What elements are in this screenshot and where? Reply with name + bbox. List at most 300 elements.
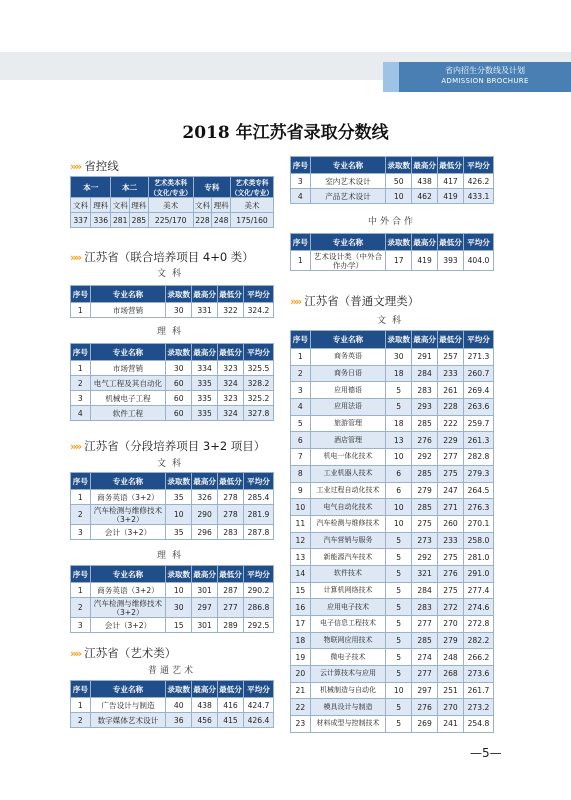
section-heading-lianhe xyxy=(70,249,254,265)
cell: 17 xyxy=(386,251,412,271)
table-row xyxy=(291,582,494,599)
table-row xyxy=(291,699,494,716)
cell: 1 xyxy=(71,583,91,598)
table-row xyxy=(291,449,494,466)
cell: 175/160 xyxy=(231,213,274,228)
cell: 会计（3+2） xyxy=(90,618,166,633)
cell: 22 xyxy=(291,699,311,716)
cell: 物联网应用技术 xyxy=(310,632,386,649)
cell: 275 xyxy=(412,515,438,532)
cell: 40 xyxy=(166,698,192,713)
cell: 270 xyxy=(438,616,464,633)
cell: 291.0 xyxy=(463,565,493,582)
col-header: 平均分 xyxy=(463,331,493,349)
cell: 285 xyxy=(412,465,438,482)
cell: 市场营销 xyxy=(90,361,166,376)
cell: 5 xyxy=(386,399,412,416)
cell: 272 xyxy=(438,599,464,616)
brand-line1: 省内招生分数线及计划 xyxy=(445,66,525,75)
col-header: 序号 xyxy=(71,566,91,583)
cell: 2 xyxy=(71,713,91,728)
cell: 276 xyxy=(412,699,438,716)
col-header: 最高分 xyxy=(412,234,438,251)
cell: 241 xyxy=(438,716,464,733)
cell: 10 xyxy=(386,189,412,204)
cell: 260 xyxy=(438,515,464,532)
cell: 14 xyxy=(291,565,311,582)
cell: 应用德语 xyxy=(310,382,386,399)
cell: 335 xyxy=(192,376,218,391)
cell: 277 xyxy=(438,449,464,466)
cell: 275 xyxy=(438,582,464,599)
cell: 计算机网络技术 xyxy=(310,582,386,599)
cell: 机械电子工程 xyxy=(90,391,166,406)
cell: 材料成型与控制技术 xyxy=(310,716,386,733)
cell: 297 xyxy=(412,682,438,699)
cell: 273 xyxy=(412,532,438,549)
col-header: 平均分 xyxy=(243,566,273,583)
cell: 259.7 xyxy=(463,415,493,432)
cell: 4 xyxy=(71,406,91,421)
sub-header: 文科 xyxy=(111,198,130,213)
section-heading-yishu xyxy=(70,645,176,661)
cell: 261.3 xyxy=(463,432,493,449)
cell: 273.6 xyxy=(463,666,493,683)
cell: 301 xyxy=(192,618,218,633)
cell: 5 xyxy=(386,565,412,582)
cell: 电子信息工程技术 xyxy=(310,616,386,633)
cell: 云计算技术与应用 xyxy=(310,666,386,683)
cell: 5 xyxy=(386,582,412,599)
col-header: 平均分 xyxy=(243,344,273,361)
cell: 2 xyxy=(71,376,91,391)
cell: 应用电子技术 xyxy=(310,599,386,616)
cell: 278 xyxy=(218,505,244,525)
page-title: 2018 年江苏省录取分数线 xyxy=(182,123,389,143)
cell: 281 xyxy=(111,213,130,228)
cell: 15 xyxy=(166,618,192,633)
cell: 322 xyxy=(218,303,244,318)
col-header: 平均分 xyxy=(243,473,273,490)
cell: 269.4 xyxy=(463,382,493,399)
cell: 282.8 xyxy=(463,449,493,466)
col-header: 专业名称 xyxy=(90,566,166,583)
cell: 软件技术 xyxy=(310,565,386,582)
chevron-icon: »» xyxy=(290,295,301,308)
col-header: 最低分 xyxy=(218,566,244,583)
cell: 11 xyxy=(291,515,311,532)
cell: 276.3 xyxy=(463,499,493,516)
col-header: 最高分 xyxy=(192,286,218,303)
table-row xyxy=(71,361,274,376)
cell: 23 xyxy=(291,716,311,733)
brand-line2: ADMISSION BROCHURE xyxy=(441,77,529,85)
cell: 产品艺术设计 xyxy=(310,189,386,204)
table-row xyxy=(291,632,494,649)
cell: 285.4 xyxy=(243,490,273,505)
cell: 324 xyxy=(218,406,244,421)
cell: 60 xyxy=(166,391,192,406)
cell: 321 xyxy=(412,565,438,582)
cell: 225/170 xyxy=(148,213,193,228)
cell: 285 xyxy=(412,632,438,649)
sub-heading: 理科 xyxy=(156,327,187,337)
cell: 10 xyxy=(386,499,412,516)
cell: 331 xyxy=(192,303,218,318)
col-header: 最低分 xyxy=(438,157,464,174)
chevron-icon: »» xyxy=(70,160,81,173)
col-header: 最高分 xyxy=(412,331,438,349)
cell: 289 xyxy=(218,618,244,633)
cell: 5 xyxy=(291,415,311,432)
cell: 291 xyxy=(412,349,438,366)
cell: 275 xyxy=(438,549,464,566)
cell: 271 xyxy=(438,499,464,516)
cell: 284 xyxy=(412,582,438,599)
cell: 277 xyxy=(218,598,244,618)
cell: 工业机器人技术 xyxy=(310,465,386,482)
cell: 335 xyxy=(192,391,218,406)
col-header: 录取数 xyxy=(166,681,192,698)
zhongwai-table xyxy=(290,233,494,271)
sub-heading: 文科 xyxy=(156,459,187,469)
table-row xyxy=(71,698,274,713)
col-header: 最高分 xyxy=(192,566,218,583)
cell: 279 xyxy=(412,482,438,499)
col-header: 最低分 xyxy=(218,344,244,361)
cell: 277 xyxy=(412,666,438,683)
cell: 60 xyxy=(166,406,192,421)
putong-wenke-table xyxy=(290,330,494,733)
col-header: 平均分 xyxy=(243,681,273,698)
cell: 会计（3+2） xyxy=(90,525,166,540)
col-header: 平均分 xyxy=(243,286,273,303)
cell: 286.8 xyxy=(243,598,273,618)
cell: 324 xyxy=(218,376,244,391)
cell: 30 xyxy=(166,598,192,618)
col-header: 序号 xyxy=(71,286,91,303)
cell: 281.9 xyxy=(243,505,273,525)
table-row xyxy=(71,598,274,618)
col-header: 专科 xyxy=(193,177,230,198)
cell: 18 xyxy=(291,632,311,649)
cell: 292.5 xyxy=(243,618,273,633)
col-header: 最低分 xyxy=(218,473,244,490)
cell: 283 xyxy=(412,599,438,616)
col-header: 序号 xyxy=(291,157,311,174)
cell: 285 xyxy=(412,415,438,432)
cell: 271.3 xyxy=(463,349,493,366)
col-header: 专业名称 xyxy=(310,157,386,174)
cell: 1 xyxy=(71,698,91,713)
table-row xyxy=(291,482,494,499)
cell: 商务日语 xyxy=(310,365,386,382)
cell: 251 xyxy=(438,682,464,699)
cell: 5 xyxy=(386,649,412,666)
cell: 404.0 xyxy=(463,251,493,271)
sub-header: 文科 xyxy=(71,198,91,213)
cell: 5 xyxy=(386,549,412,566)
cell: 263.6 xyxy=(463,399,493,416)
sub-heading: 文科 xyxy=(156,269,187,279)
cell: 2 xyxy=(71,598,91,618)
col-header: 序号 xyxy=(71,681,91,698)
cell: 281.0 xyxy=(463,549,493,566)
cell: 商务英语（3+2） xyxy=(90,583,166,598)
table-row xyxy=(71,505,274,525)
col-header: 录取数 xyxy=(166,286,192,303)
cell: 426.2 xyxy=(463,174,493,189)
section-label: 江苏省（联合培养项目 4+0 类） xyxy=(84,250,254,264)
cell: 419 xyxy=(438,189,464,204)
cell: 2 xyxy=(291,365,311,382)
table-row xyxy=(71,525,274,540)
cell: 汽车检测与维修技术（3+2） xyxy=(90,598,166,618)
control-line-table xyxy=(70,176,274,228)
col-header: 艺术类本科（文化/专业） xyxy=(148,177,193,198)
sub-header: 文科 xyxy=(193,198,212,213)
cell: 229 xyxy=(438,432,464,449)
cell: 285 xyxy=(130,213,149,228)
cell: 2 xyxy=(71,505,91,525)
page-number: —5— xyxy=(470,746,502,760)
cell: 旅游管理 xyxy=(310,415,386,432)
col-header: 本一 xyxy=(71,177,111,198)
cell: 1 xyxy=(71,490,91,505)
sub-heading: 文科 xyxy=(376,316,407,326)
cell: 276 xyxy=(438,565,464,582)
fenduan-like-table xyxy=(70,565,274,633)
cell: 3 xyxy=(291,382,311,399)
table-row xyxy=(291,565,494,582)
cell: 微电子技术 xyxy=(310,649,386,666)
cell: 324.2 xyxy=(243,303,273,318)
col-header: 最高分 xyxy=(412,157,438,174)
cell: 10 xyxy=(291,499,311,516)
cell: 228 xyxy=(438,399,464,416)
chevron-icon: »» xyxy=(70,647,81,660)
fenduan-wenke-table xyxy=(70,472,274,540)
section-heading-control xyxy=(70,158,119,174)
cell: 6 xyxy=(291,432,311,449)
cell: 60 xyxy=(166,376,192,391)
col-header: 最低分 xyxy=(438,331,464,349)
cell: 广告设计与制造 xyxy=(90,698,166,713)
col-header: 录取数 xyxy=(166,566,192,583)
cell: 1 xyxy=(291,349,311,366)
cell: 328.2 xyxy=(243,376,273,391)
cell: 301 xyxy=(192,583,218,598)
col-header: 序号 xyxy=(291,331,311,349)
cell: 6 xyxy=(386,465,412,482)
cell: 275 xyxy=(438,465,464,482)
col-header: 录取数 xyxy=(166,344,192,361)
cell: 汽车检测与维修技术 xyxy=(310,515,386,532)
section-heading-putong xyxy=(290,293,419,309)
col-header: 最低分 xyxy=(218,286,244,303)
cell: 419 xyxy=(412,251,438,271)
cell: 462 xyxy=(412,189,438,204)
section-heading-fenduan xyxy=(70,438,265,454)
table-row xyxy=(71,406,274,421)
sub-header: 理科 xyxy=(130,198,149,213)
cell: 18 xyxy=(386,365,412,382)
cell: 248 xyxy=(212,213,231,228)
cell: 35 xyxy=(166,525,192,540)
cell: 233 xyxy=(438,365,464,382)
table-row xyxy=(291,251,494,271)
col-header: 专业名称 xyxy=(310,331,386,349)
cell: 285 xyxy=(412,499,438,516)
col-header: 平均分 xyxy=(463,157,493,174)
cell: 270.1 xyxy=(463,515,493,532)
cell: 1 xyxy=(291,251,311,271)
cell: 6 xyxy=(386,482,412,499)
cell: 417 xyxy=(438,174,464,189)
cell: 270 xyxy=(438,699,464,716)
cell: 市场营销 xyxy=(90,303,166,318)
cell: 10 xyxy=(166,505,192,525)
cell: 426.4 xyxy=(243,713,273,728)
cell: 20 xyxy=(291,666,311,683)
cell: 274.6 xyxy=(463,599,493,616)
lianhe-like-table xyxy=(70,343,274,421)
col-header: 录取数 xyxy=(166,473,192,490)
cell: 3 xyxy=(71,391,91,406)
cell: 5 xyxy=(386,699,412,716)
cell: 258.0 xyxy=(463,532,493,549)
cell: 222 xyxy=(438,415,464,432)
col-header: 本二 xyxy=(111,177,148,198)
cell: 10 xyxy=(386,682,412,699)
cell: 应用法语 xyxy=(310,399,386,416)
table-row xyxy=(71,713,274,728)
table-row xyxy=(291,349,494,366)
cell: 30 xyxy=(166,303,192,318)
cell: 424.7 xyxy=(243,698,273,713)
cell: 254.8 xyxy=(463,716,493,733)
cell: 279.3 xyxy=(463,465,493,482)
section-label: 江苏省（分段培养项目 3+2 项目） xyxy=(84,439,266,453)
cell: 工业过程自动化技术 xyxy=(310,482,386,499)
lianhe-wenke-table xyxy=(70,285,274,318)
top-band xyxy=(0,0,571,52)
section-label: 江苏省（普通文理类） xyxy=(304,294,420,308)
cell: 337 xyxy=(71,213,91,228)
cell: 456 xyxy=(192,713,218,728)
cell: 数字媒体艺术设计 xyxy=(90,713,166,728)
col-header: 序号 xyxy=(71,473,91,490)
section-label: 江苏省（艺术类） xyxy=(84,646,177,660)
chevron-icon: »» xyxy=(70,251,81,264)
table-row xyxy=(291,174,494,189)
cell: 287 xyxy=(218,583,244,598)
table-row xyxy=(291,382,494,399)
table-row xyxy=(291,465,494,482)
cell: 30 xyxy=(386,349,412,366)
cell: 269 xyxy=(412,716,438,733)
cell: 261.7 xyxy=(463,682,493,699)
cell: 9 xyxy=(291,482,311,499)
col-header: 序号 xyxy=(291,234,311,251)
cell: 5 xyxy=(386,632,412,649)
table-row xyxy=(291,365,494,382)
cell: 233 xyxy=(438,532,464,549)
cell: 酒店管理 xyxy=(310,432,386,449)
col-header: 录取数 xyxy=(386,234,412,251)
cell: 商务英语（3+2） xyxy=(90,490,166,505)
cell: 3 xyxy=(291,174,311,189)
table-row xyxy=(291,532,494,549)
cell: 5 xyxy=(386,666,412,683)
cell: 10 xyxy=(386,449,412,466)
sub-heading: 中外合作 xyxy=(367,217,416,227)
brand-stripe xyxy=(383,62,399,92)
table-row xyxy=(291,432,494,449)
cell: 4 xyxy=(291,189,311,204)
cell: 13 xyxy=(291,549,311,566)
cell: 5 xyxy=(386,382,412,399)
yishu-left-table xyxy=(70,680,274,728)
table-row xyxy=(291,515,494,532)
cell: 323 xyxy=(218,391,244,406)
cell: 5 xyxy=(386,716,412,733)
cell: 1 xyxy=(71,303,91,318)
cell: 297 xyxy=(192,598,218,618)
cell: 室内艺术设计 xyxy=(310,174,386,189)
table-row xyxy=(291,599,494,616)
cell: 1 xyxy=(71,361,91,376)
cell: 268 xyxy=(438,666,464,683)
cell: 50 xyxy=(386,174,412,189)
cell: 18 xyxy=(386,415,412,432)
cell: 228 xyxy=(193,213,212,228)
cell: 17 xyxy=(291,616,311,633)
cell: 277 xyxy=(412,616,438,633)
cell: 283 xyxy=(218,525,244,540)
col-header: 专业名称 xyxy=(310,234,386,251)
cell: 4 xyxy=(291,399,311,416)
sub-header: 理科 xyxy=(91,198,111,213)
cell: 30 xyxy=(166,361,192,376)
table-row xyxy=(291,499,494,516)
cell: 279 xyxy=(438,632,464,649)
table-row xyxy=(291,666,494,683)
chevron-icon: »» xyxy=(70,440,81,453)
cell: 438 xyxy=(412,174,438,189)
cell: 335 xyxy=(192,406,218,421)
cell: 327.8 xyxy=(243,406,273,421)
table-row xyxy=(291,549,494,566)
cell: 393 xyxy=(438,251,464,271)
col-header: 录取数 xyxy=(386,331,412,349)
cell: 290 xyxy=(192,505,218,525)
cell: 8 xyxy=(291,465,311,482)
cell: 10 xyxy=(386,515,412,532)
sub-heading: 普通艺术 xyxy=(147,666,196,676)
cell: 266.2 xyxy=(463,649,493,666)
cell: 336 xyxy=(91,213,111,228)
col-header: 最低分 xyxy=(438,234,464,251)
cell: 艺术设计类（中外合作办学） xyxy=(310,251,386,271)
cell: 机电一体化技术 xyxy=(310,449,386,466)
table-row xyxy=(71,490,274,505)
cell: 277.4 xyxy=(463,582,493,599)
cell: 433.1 xyxy=(463,189,493,204)
cell: 326 xyxy=(192,490,218,505)
cell: 276 xyxy=(412,432,438,449)
cell: 287.8 xyxy=(243,525,273,540)
